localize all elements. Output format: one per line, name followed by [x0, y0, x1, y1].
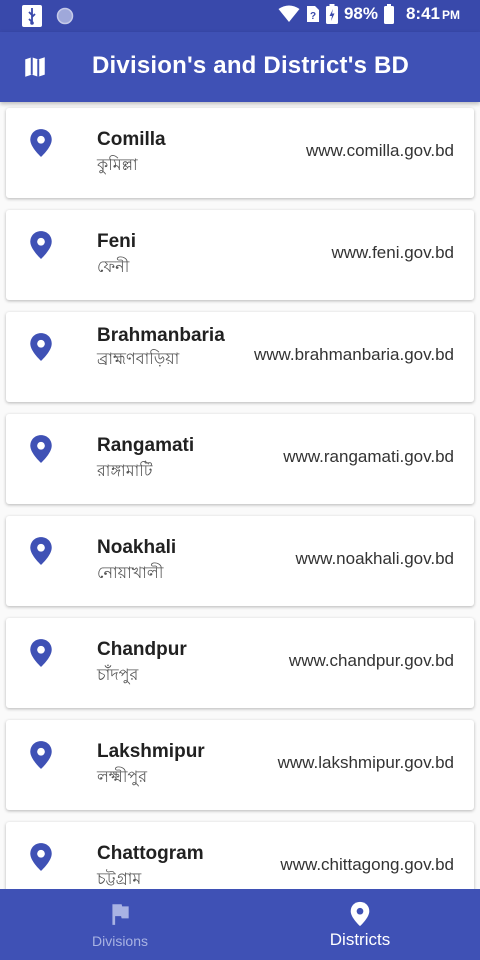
district-name-bn: রাঙ্গামাটি [97, 461, 153, 480]
nav-tab-divisions[interactable] [0, 889, 240, 960]
flag-icon [107, 901, 133, 927]
map-icon[interactable] [22, 54, 48, 80]
clock-ampm: PM [442, 8, 460, 22]
district-name-en: Rangamati [97, 435, 195, 456]
district-website-link[interactable]: www.chandpur.gov.bd [288, 651, 454, 670]
sync-circle-icon [56, 7, 74, 25]
location-pin-icon [28, 536, 54, 566]
district-card-chattogram[interactable] [6, 822, 474, 889]
district-name-bn: চাঁদপুর [97, 665, 139, 684]
district-card-chandpur[interactable] [6, 618, 474, 708]
page-title: Division's and District's BD [92, 52, 410, 79]
bottom-navigation [0, 889, 480, 960]
clock [406, 4, 460, 24]
battery-percent: 98% [343, 4, 378, 23]
district-name-bn: নোয়াখালী [97, 563, 164, 582]
location-pin-icon [347, 901, 373, 927]
nav-tab-districts[interactable] [240, 889, 480, 960]
district-name-en: Chattogram [97, 843, 204, 864]
district-website-link[interactable]: www.lakshmipur.gov.bd [277, 753, 454, 772]
signal-no-sim-icon [306, 5, 320, 23]
location-pin-icon [28, 230, 54, 260]
district-website-link[interactable]: www.feni.gov.bd [331, 243, 454, 262]
district-name-en: Lakshmipur [97, 741, 205, 762]
district-name-en: Comilla [97, 129, 166, 150]
nav-label-districts: Districts [329, 930, 391, 949]
district-name-en: Chandpur [97, 639, 187, 660]
location-pin-icon [28, 332, 54, 362]
nav-label-divisions: Divisions [91, 933, 148, 949]
status-bar [0, 0, 480, 32]
district-card-rangamati[interactable] [6, 414, 474, 504]
battery-bar-icon [384, 4, 394, 24]
location-pin-icon [28, 434, 54, 464]
district-website-link[interactable]: www.rangamati.gov.bd [283, 447, 454, 466]
district-name-en: Brahmanbaria [97, 325, 225, 346]
district-list[interactable] [0, 102, 480, 889]
clock-time: 8:41 [405, 4, 440, 23]
district-card-brahmanbaria[interactable] [6, 312, 474, 402]
district-name-en: Noakhali [97, 537, 177, 558]
svg-text:?: ? [309, 11, 316, 22]
district-card-noakhali[interactable] [6, 516, 474, 606]
wifi-icon [278, 5, 300, 23]
district-name-bn: লক্ষ্মীপুর [97, 767, 148, 786]
district-website-link[interactable]: www.chittagong.gov.bd [280, 855, 454, 874]
district-website-link[interactable]: www.brahmanbaria.gov.bd [253, 345, 454, 364]
district-name-bn: ফেনী [97, 257, 130, 276]
location-pin-icon [28, 740, 54, 770]
usb-icon [22, 5, 42, 27]
district-name-en: Feni [97, 231, 137, 252]
district-card-feni[interactable] [6, 210, 474, 300]
location-pin-icon [28, 842, 54, 872]
location-pin-icon [28, 638, 54, 668]
battery-icon [326, 4, 338, 24]
location-pin-icon [28, 128, 54, 158]
district-website-link[interactable]: www.comilla.gov.bd [305, 141, 454, 160]
district-name-bn: কুমিল্লা [97, 155, 138, 174]
district-card-comilla[interactable] [6, 108, 474, 198]
district-website-link[interactable]: www.noakhali.gov.bd [295, 549, 454, 568]
district-card-lakshmipur[interactable] [6, 720, 474, 810]
app-bar [0, 32, 480, 102]
district-name-bn: ব্রাহ্মণবাড়িয়া [97, 349, 180, 368]
district-name-bn: চট্টগ্রাম [97, 869, 142, 888]
